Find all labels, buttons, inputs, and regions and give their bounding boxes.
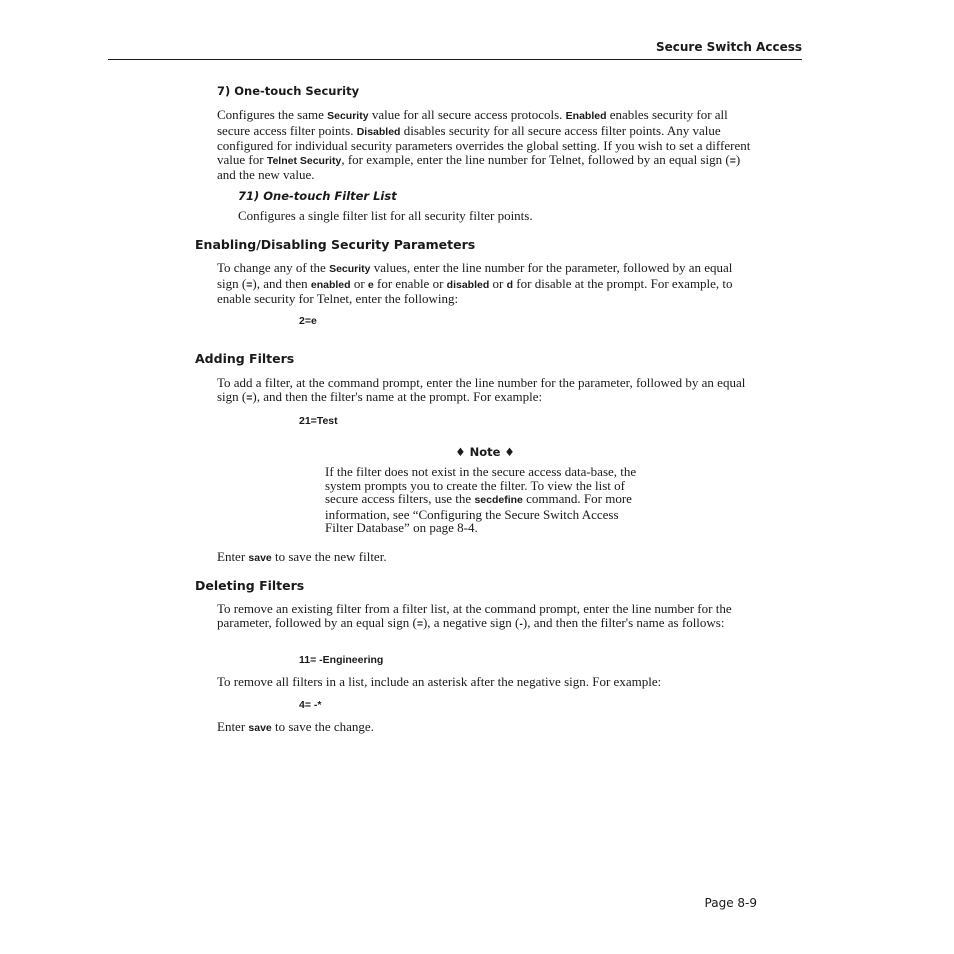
paragraph-adding-filters: To add a filter, at the command prompt, enter the line number for the parameter, followed by an equal sign (=), and then the filter's name at the prompt. For example: — [217, 375, 746, 404]
command-example-add: 21=Test — [299, 415, 338, 427]
paragraph-enter-save-filter: Enter save to save the new filter. — [217, 549, 387, 564]
command-example-remove-all: 4= -* — [299, 699, 322, 711]
heading-deleting-filters: Deleting Filters — [195, 578, 305, 593]
header-rule — [108, 59, 802, 60]
keyword-minus: - — [519, 617, 523, 630]
keyword-d: d — [506, 278, 514, 291]
heading-one-touch-filter-list: 71) One-touch Filter List — [238, 189, 397, 203]
note-title: ♦ Note ♦ — [455, 445, 515, 459]
keyword-equal: = — [246, 278, 253, 291]
running-header: Secure Switch Access — [655, 40, 802, 54]
paragraph-one-touch-security: Configures the same Security value for all secure access protocols. Enabled enables security for all secure access filter points. Disabled disables security for all secure access filter points. Any value configured for individual security parameters overrides the global setting. If you wish to set a different value for Telnet Security, for example, enter the line number for Telnet, followed by an equal sign (=) and the new value. — [217, 107, 751, 182]
paragraph-one-touch-filter-list: Configures a single filter list for all security filter points. — [238, 208, 533, 223]
command-example-enable: 2=e — [299, 315, 317, 327]
paragraph-deleting-filters: To remove an existing filter from a filter list, at the command prompt, enter the line number for the parameter, followed by an equal sign (=), a negative sign (-), and then the filter's name as follows: — [217, 601, 732, 630]
paragraph-remove-all: To remove all filters in a list, include an asterisk after the negative sign. For example: — [217, 674, 662, 689]
heading-enabling-disabling: Enabling/Disabling Security Parameters — [195, 237, 476, 252]
note-body: If the filter does not exist in the secure access data-base, the system prompts you to create the filter. To view the list of secure access filters, use the secdefine command. For more information, see “Configuring the Secure Switch Access Filter Database” on page 8-4. — [325, 464, 637, 535]
heading-one-touch-security: 7) One-touch Security — [217, 84, 360, 98]
keyword-enabled: Enabled — [565, 110, 607, 122]
keyword-equal: = — [246, 391, 253, 404]
heading-adding-filters: Adding Filters — [195, 351, 295, 366]
keyword-disabled: Disabled — [356, 125, 401, 138]
keyword-disabled: disabled — [446, 278, 490, 291]
keyword-equal: = — [416, 617, 423, 630]
paragraph-enter-save-change: Enter save to save the change. — [217, 719, 374, 734]
keyword-enabled: enabled — [310, 278, 351, 291]
keyword-save: save — [248, 722, 272, 734]
keyword-save: save — [248, 552, 272, 564]
keyword-telnet-security: Telnet Security — [266, 154, 342, 167]
keyword-secdefine: secdefine — [474, 494, 523, 506]
page-number: Page 8-9 — [704, 896, 757, 910]
keyword-security: Security — [327, 110, 369, 122]
paragraph-enabling-disabling: To change any of the Security values, enter the line number for the parameter, followed by an equal sign (=), and then enabled or e for enable or disabled or d for disable at the prompt. For example, to enable security for Telnet, enter the following: — [217, 260, 733, 306]
command-example-remove: 11= -Engineering — [299, 654, 384, 666]
keyword-equal: = — [729, 154, 736, 167]
keyword-security: Security — [329, 263, 371, 275]
keyword-e: e — [367, 278, 374, 291]
